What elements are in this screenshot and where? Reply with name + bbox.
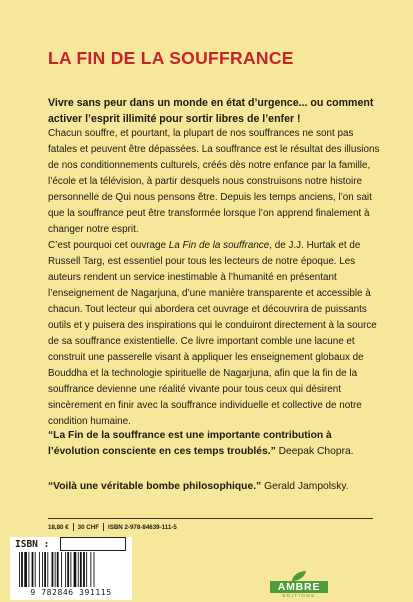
isbn-number: ISBN 2-978-84639-111-5 [107, 523, 177, 531]
price-euro: 18,80 € [48, 523, 69, 531]
quote-author: Gerald Jampolsky. [264, 481, 349, 492]
book-title-italic: La Fin de la souffrance [168, 240, 270, 251]
isbn-label: ISBN : [15, 539, 50, 550]
paragraph-2-rest: , de J.J. Hurtak et de Russell Targ, est essentiel pour tous les lecteurs de notre époque. Les auteurs rendent un service inestimable à l’humanité en présentant l’enseignement de Nagarjuna, d’une manière transparente et accessible à chacun. Tout lecteur qui abordera cet ouvrage et découvrira de puissants outils et y puisera des inspirations qui le conduiront directement à la source de sa souffrance existentielle. Ce livre important comble une lacune et construit une passerelle visant à appliquer les enseignement globaux de Bouddha et la technologie spirituelle de Nagarjuna, afin que la fin de la souffrance devienne une réalité vivante pour tous ceux qui désirent sincèrement en finir avec la souffrance individuelle et collective de notre condition humaine. [48, 240, 377, 427]
endorsement-quote-chopra [48, 428, 380, 460]
separator [103, 523, 104, 531]
endorsement-quote-jampolsky [48, 479, 380, 495]
description-paragraph-1: Chacun souffre, et pourtant, la plupart de nos souffrances ne sont pas fatales et peuvent être dépassées. La souffrance est le résultat des illusions de nos conditionnements culturels, créés dès notre enfance par la famille, l’école et la télévision, à partir desquels nous construisons notre histoire personnelle de Qui nous pensons être. Depuis les temps anciens, l’on sait que la souffrance peut être transformée lorsque l’on apprend finalement à changer notre esprit. [48, 128, 380, 235]
price-isbn-row [48, 523, 177, 531]
price-chf: 30 CHF [77, 523, 99, 531]
isbn-blank-box [60, 537, 126, 551]
barcode-sticker [10, 537, 132, 600]
barcode-icon [17, 552, 127, 587]
barcode-digits: 9 782846 391115 [30, 588, 112, 597]
quote-text: “Voilà une véritable bombe philosophique.” [48, 481, 262, 492]
quote-text: “La Fin de la souffrance est une importante contribution à l’évolution consciente en ces temps troublés.” [48, 430, 332, 457]
publisher-name: AMBRE [270, 581, 328, 593]
paragraph-2-lead: C’est pourquoi cet ouvrage [48, 240, 169, 251]
quote-author: Deepak Chopra. [278, 446, 354, 457]
publisher-subtitle: EDITIONS [282, 593, 316, 598]
intro-tagline: Vivre sans peur dans un monde en état d’urgence... ou comment activer l’esprit illimité pour sortir libres de l’enfer ! [48, 97, 374, 125]
book-title: LA FIN DE LA SOUFFRANCE [48, 48, 294, 68]
separator [73, 523, 74, 531]
publisher-logo [270, 570, 328, 600]
footer-divider [48, 518, 373, 519]
description-paragraph-2 [48, 238, 383, 430]
